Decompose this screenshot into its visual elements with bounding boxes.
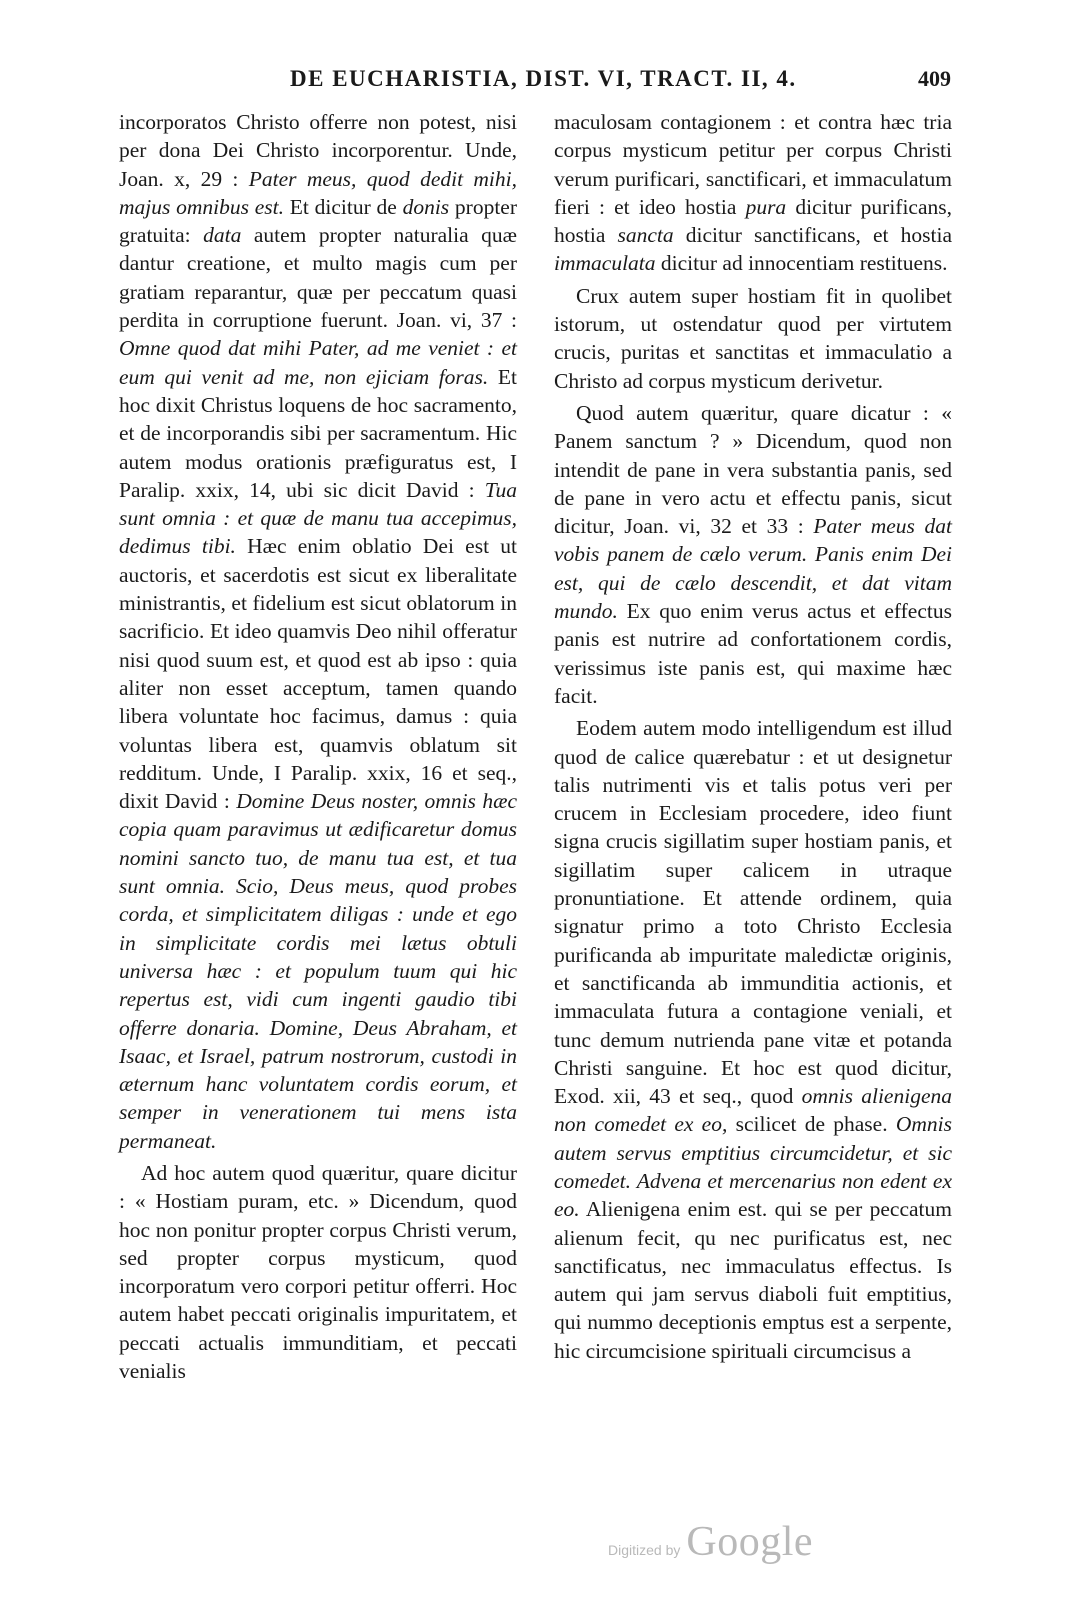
paragraph <box>554 399 952 710</box>
italic-quotation: Tua sunt omnia : et quæ de manu tua accepimus, dedimus tibi. <box>119 477 517 559</box>
italic-quotation: Pater meus dat vobis panem de cælo verum. Panis enim Dei est, qui de cælo descendit, et dat vitam mundo. <box>554 514 952 624</box>
page-number: 409 <box>918 66 951 91</box>
text-run: Eodem autem modo intelligendum est illud quod de calice quærebatur : et ut designetur talis nutrimenti vis et talis potus veri per crucem in Ecclesiam procedere, ideo fiunt signa crucis sigillatim super hostiam panis, et sigillatim super calicem in utraque pronuntiatione. Et attende ordinem, quia signatur primo a toto Christo Ecclesia purificanda ab impuritate maledictæ originis, et sanctificanda ab immunditia actionis, et immaculata futura a contagione veniali, et tunc demum nutrienda pane vitæ et potanda Christi sanguine. Et hoc est quod dicitur, Exod. xii, 43 et seq., quod <box>554 716 952 1109</box>
text-run: Alienigena enim est. qui se per peccatum alienum fecit, qu nec purificatus est, nec sanctificatus, nec immaculatus effectus. Is autem qui jam servus diaboli fuit emptitius, qui nummo deceptionis emptus est a serpente, hic circumcisione spirituali circumcisus a <box>554 1197 952 1363</box>
text-run: Hæc enim oblatio Dei est ut auctoris, et sacerdotis est sicut ex liberalitate ministrantis, et fidelium est sicut oblatorum in sacrificio. Et ideo quamvis Deo nihil offeratur nisi quod suum est, et quod est ab ipso : quia aliter non esset acceptum, tamen quando libera voluntate hoc facimus, damus : quia voluntas libera est, quamvis oblatum sit redditum. Unde, I Paralip. xxix, 16 et seq., dixit David : <box>119 534 517 814</box>
text-run: Ex quo enim verus actus et effectus panis est nutrire ad confortationem cordis, verissimus iste panis est, qui maxime hæc facit. <box>554 599 952 708</box>
paragraph <box>554 714 952 1365</box>
right-column <box>554 108 952 1365</box>
italic-quotation: Omnis autem servus emptitius circumcidetur, et sic comedet. Advena et mercenarius non edent ex eo. <box>554 1112 952 1222</box>
digitization-watermark <box>608 1518 813 1566</box>
italic-term: pura <box>745 194 787 219</box>
italic-term: sancta <box>617 223 674 248</box>
text-run: propter gratuita: <box>119 194 517 248</box>
text-run: Quod autem quæritur, quare dicatur : « Panem sanctum ? » Dicendum, quod non intendit de pane in vera substantia panis, sed de pane in vero actu et effectu panis, sicut dicitur, Joan. vi, 32 et 33 : <box>554 400 952 539</box>
paragraph: Crux autem super hostiam fit in quolibet istorum, ut ostendatur quod per virtutem crucis, puritas et sanctitas et immaculatio a Christo ad corpus mysticum derivetur. <box>554 283 952 393</box>
running-title: DE EUCHARISTIA, DIST. VI, TRACT. II, 4. <box>290 66 797 91</box>
text-run: scilicet de phase. <box>727 1112 896 1137</box>
paragraph <box>119 108 517 1155</box>
text-run: dicitur sanctificans, et hostia <box>673 223 953 248</box>
text-run: dicitur ad innocentiam restituens. <box>655 251 948 276</box>
italic-term: donis <box>402 194 450 219</box>
text-run: incorporatos Christo offerre non potest, nisi per dona Dei Christo incorporentur. Unde, Joan. x, 29 : <box>119 110 517 191</box>
text-run: Et dicitur de <box>284 194 403 219</box>
italic-term: immaculata <box>554 251 656 276</box>
google-logo: Google <box>686 1519 814 1565</box>
paragraph: Ad hoc autem quod quæritur, quare dicitur : « Hostiam puram, etc. » Dicendum, quod hoc non ponitur propter corpus Christi verum, sed propter corpus mysticum, quod incorporatum vero corpori petitur offerri. Hoc autem habet peccati originalis impuritatem, et peccati actualis immunditiam, et peccati venialis <box>119 1160 517 1384</box>
italic-quotation: Pater meus, quod dedit mihi, majus omnibus est. <box>119 166 517 219</box>
text-run: autem propter naturalia quæ dantur creatione, et multo magis cum per gratiam reparantur, quæ per peccatum quasi perdita in corruptione fuerunt. Joan. vi, 37 : <box>119 223 518 333</box>
text-run: Et hoc dixit Christus loquens de hoc sacramento, et de incorporandis sibi per sacramentum. Hic autem modus orationis præfiguratus est, I Paralip. xxix, 14, ubi sic dicit David : <box>119 364 517 502</box>
watermark-prefix: Digitized by <box>608 1542 681 1558</box>
italic-term: data <box>203 223 242 248</box>
paragraph <box>554 108 952 278</box>
italic-quotation: Omne quod dat mihi Pater, ad me veniet : et eum qui venit ad me, non ejiciam foras. <box>119 336 517 389</box>
italic-quotation: omnis alienigena non comedet ex eo, <box>554 1084 952 1137</box>
left-column <box>119 108 517 1385</box>
text-run: maculosam contagionem : et contra hæc tria corpus mysticum petitur per corpus Christi verum purificari, sanctificari, et immaculatum fieri : et ideo hostia <box>554 110 952 219</box>
text-run: dicitur purificans, hostia <box>554 194 953 248</box>
italic-quotation: Domine Deus noster, omnis hæc copia quam paravimus ut ædificaretur domus nomini sancto tuo, de manu tua est, et tua sunt omnia. Scio, Deus meus, quod probes corda, et simplicitatem diligas : unde et ego in simplicitate cordis mei lætus obtuli universa hæc : et populum tuum qui hic repertus est, vidi cum ingenti gaudio tibi offerre donaria. Domine, Deus Abraham, et Isaac, et Israel, patrum nostrorum, custodi in æternum hanc voluntatem cordis eorum, et semper in venerationem tui mens ista permaneat. <box>119 789 517 1153</box>
